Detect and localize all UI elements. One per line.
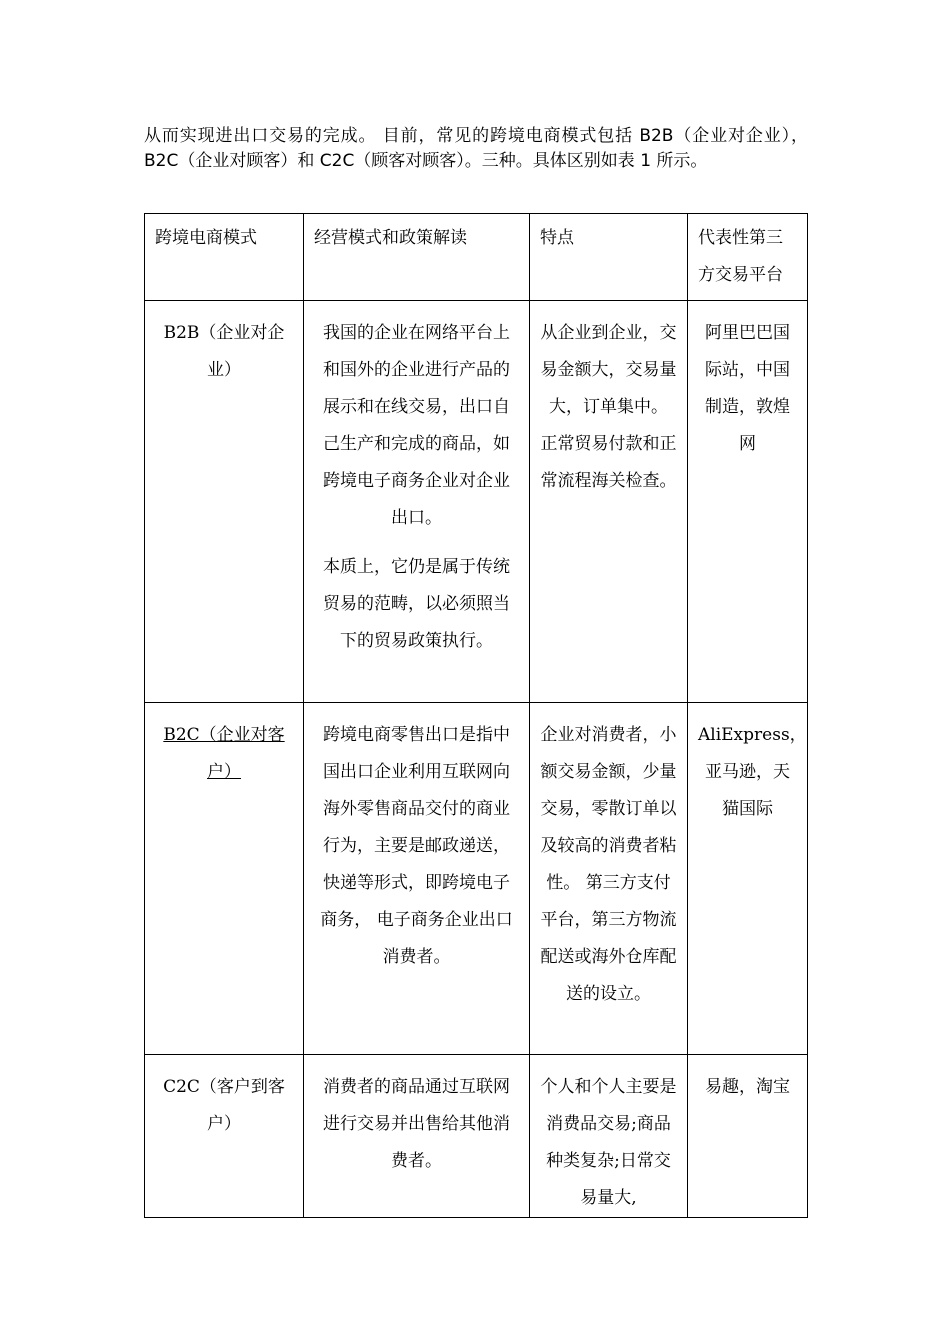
comparison-table [144,213,808,1218]
table-row-b2c [145,703,808,1055]
cell-features: 个人和个人主要是消费品交易;商品种类复杂;日常交易量大, [530,1055,688,1218]
table-row-b2b [145,301,808,703]
intro-paragraph: 从而实现进出口交易的完成。 目前，常见的跨境电商模式包括 B2B（企业对企业），B2C（企业对顾客）和 C2C（顾客对顾客）。三种。具体区别如表 1 所示。 [144,126,808,171]
cell-policy-paragraph-2: 本质上，它仍是属于传统贸易的范畴，以必须照当下的贸易政策执行。 [323,557,510,651]
cell-features: 从企业到企业，交易金额大，交易量大，订单集中。 正常贸易付款和正常流程海关检查。 [530,301,688,703]
table-header-row [145,214,808,301]
cell-policy: 消费者的商品通过互联网进行交易并出售给其他消费者。 [304,1055,530,1218]
cell-features: 企业对消费者，小额交易金额，少量交易，零散订单以及较高的消费者粘性。 第三方支付平台，第三方物流配送或海外仓库配送的设立。 [530,703,688,1055]
cell-mode: B2B（企业对企业） [145,301,304,703]
cell-mode: C2C（客户到客户） [145,1055,304,1218]
cell-policy [304,301,530,703]
header-mode: 跨境电商模式 [145,214,304,301]
header-platforms: 代表性第三方交易平台 [688,214,808,301]
cell-platforms: 阿里巴巴国际站，中国制造，敦煌网 [688,301,808,703]
header-policy: 经营模式和政策解读 [304,214,530,301]
table-row-c2c [145,1055,808,1218]
cell-mode [145,703,304,1055]
cell-platforms: AliExpress，亚马逊，天猫国际 [688,703,808,1055]
cell-mode-underlined: B2C（企业对客户） [163,725,285,782]
header-features: 特点 [530,214,688,301]
cell-platforms: 易趣，淘宝 [688,1055,808,1218]
cell-policy-paragraph: 我国的企业在网络平台上和国外的企业进行产品的展示和在线交易，出口自己生产和完成的商品，如跨境电子商务企业对企业出口。 [323,323,510,528]
cell-policy: 跨境电商零售出口是指中国出口企业利用互联网向海外零售商品交付的商业行为，主要是邮政递送，快递等形式，即跨境电子商务， 电子商务企业出口消费者。 [304,703,530,1055]
